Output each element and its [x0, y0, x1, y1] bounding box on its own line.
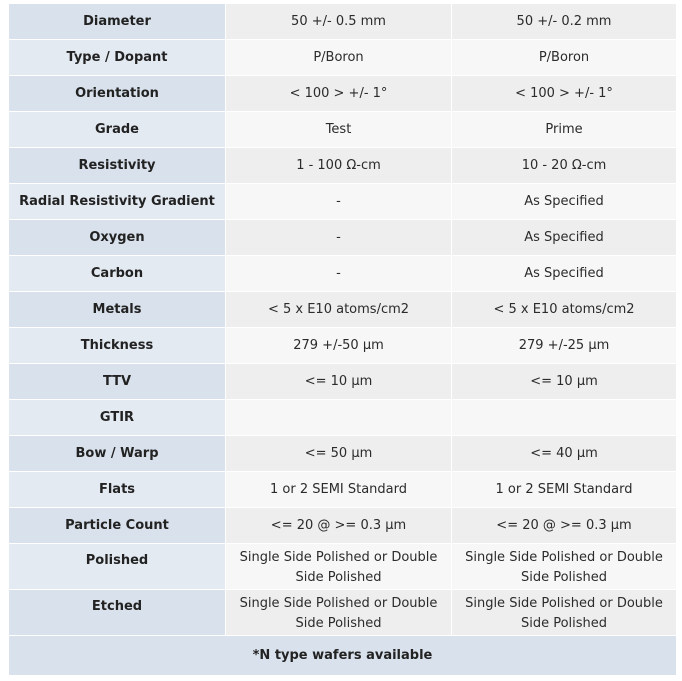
spec-label: Flats	[9, 472, 226, 508]
spec-row-gtir	[9, 400, 677, 436]
spec-value-b: <= 10 µm	[452, 364, 677, 400]
spec-value-a: 279 +/-50 µm	[226, 328, 452, 364]
spec-row-flats	[9, 472, 677, 508]
spec-row-particle-count	[9, 508, 677, 544]
spec-value-b: 10 - 20 Ω-cm	[452, 148, 677, 184]
spec-row-oxygen	[9, 220, 677, 256]
spec-value-a: 1 or 2 SEMI Standard	[226, 472, 452, 508]
spec-value-b: 1 or 2 SEMI Standard	[452, 472, 677, 508]
spec-label: Diameter	[9, 4, 226, 40]
footnote-row	[9, 636, 677, 676]
spec-value-a	[226, 400, 452, 436]
wafer-spec-table	[8, 3, 677, 676]
spec-label: Metals	[9, 292, 226, 328]
spec-row-grade	[9, 112, 677, 148]
spec-label: TTV	[9, 364, 226, 400]
spec-value-a: < 100 > +/- 1°	[226, 76, 452, 112]
spec-value-b: <= 20 @ >= 0.3 µm	[452, 508, 677, 544]
spec-value-b: Single Side Polished or Double Side Polished	[452, 590, 677, 636]
spec-row-resistivity	[9, 148, 677, 184]
spec-label: Carbon	[9, 256, 226, 292]
spec-row-orientation	[9, 76, 677, 112]
spec-value-a: 1 - 100 Ω-cm	[226, 148, 452, 184]
spec-row-carbon	[9, 256, 677, 292]
spec-value-a: -	[226, 220, 452, 256]
spec-row-bow-warp	[9, 436, 677, 472]
spec-value-a: -	[226, 184, 452, 220]
spec-row-diameter	[9, 4, 677, 40]
spec-value-b: As Specified	[452, 220, 677, 256]
spec-label: Oxygen	[9, 220, 226, 256]
spec-value-b: Single Side Polished or Double Side Polished	[452, 544, 677, 590]
spec-row-type-dopant	[9, 40, 677, 76]
spec-value-b: < 5 x E10 atoms/cm2	[452, 292, 677, 328]
spec-label: GTIR	[9, 400, 226, 436]
spec-label: Polished	[9, 544, 226, 590]
spec-value-a: <= 10 µm	[226, 364, 452, 400]
spec-row-polished	[9, 544, 677, 590]
spec-row-ttv	[9, 364, 677, 400]
spec-value-a: Single Side Polished or Double Side Polished	[226, 544, 452, 590]
spec-value-a: -	[226, 256, 452, 292]
spec-value-b: P/Boron	[452, 40, 677, 76]
spec-value-a: P/Boron	[226, 40, 452, 76]
spec-value-a: Test	[226, 112, 452, 148]
spec-value-a: <= 50 µm	[226, 436, 452, 472]
spec-value-b: <= 40 µm	[452, 436, 677, 472]
spec-value-b: Prime	[452, 112, 677, 148]
spec-label: Etched	[9, 590, 226, 636]
spec-value-b	[452, 400, 677, 436]
spec-value-a: <= 20 @ >= 0.3 µm	[226, 508, 452, 544]
spec-value-a: 50 +/- 0.5 mm	[226, 4, 452, 40]
spec-label: Particle Count	[9, 508, 226, 544]
spec-label: Grade	[9, 112, 226, 148]
spec-label: Bow / Warp	[9, 436, 226, 472]
spec-label: Radial Resistivity Gradient	[9, 184, 226, 220]
spec-value-a: Single Side Polished or Double Side Polished	[226, 590, 452, 636]
spec-label: Thickness	[9, 328, 226, 364]
spec-label: Type / Dopant	[9, 40, 226, 76]
spec-value-b: 50 +/- 0.2 mm	[452, 4, 677, 40]
spec-row-radial-resistivity-gradient	[9, 184, 677, 220]
spec-label: Resistivity	[9, 148, 226, 184]
spec-row-thickness	[9, 328, 677, 364]
spec-row-metals	[9, 292, 677, 328]
footnote-text: *N type wafers available	[9, 636, 677, 676]
spec-label: Orientation	[9, 76, 226, 112]
spec-value-b: 279 +/-25 µm	[452, 328, 677, 364]
spec-value-b: < 100 > +/- 1°	[452, 76, 677, 112]
spec-value-b: As Specified	[452, 256, 677, 292]
spec-row-etched	[9, 590, 677, 636]
spec-value-b: As Specified	[452, 184, 677, 220]
spec-value-a: < 5 x E10 atoms/cm2	[226, 292, 452, 328]
